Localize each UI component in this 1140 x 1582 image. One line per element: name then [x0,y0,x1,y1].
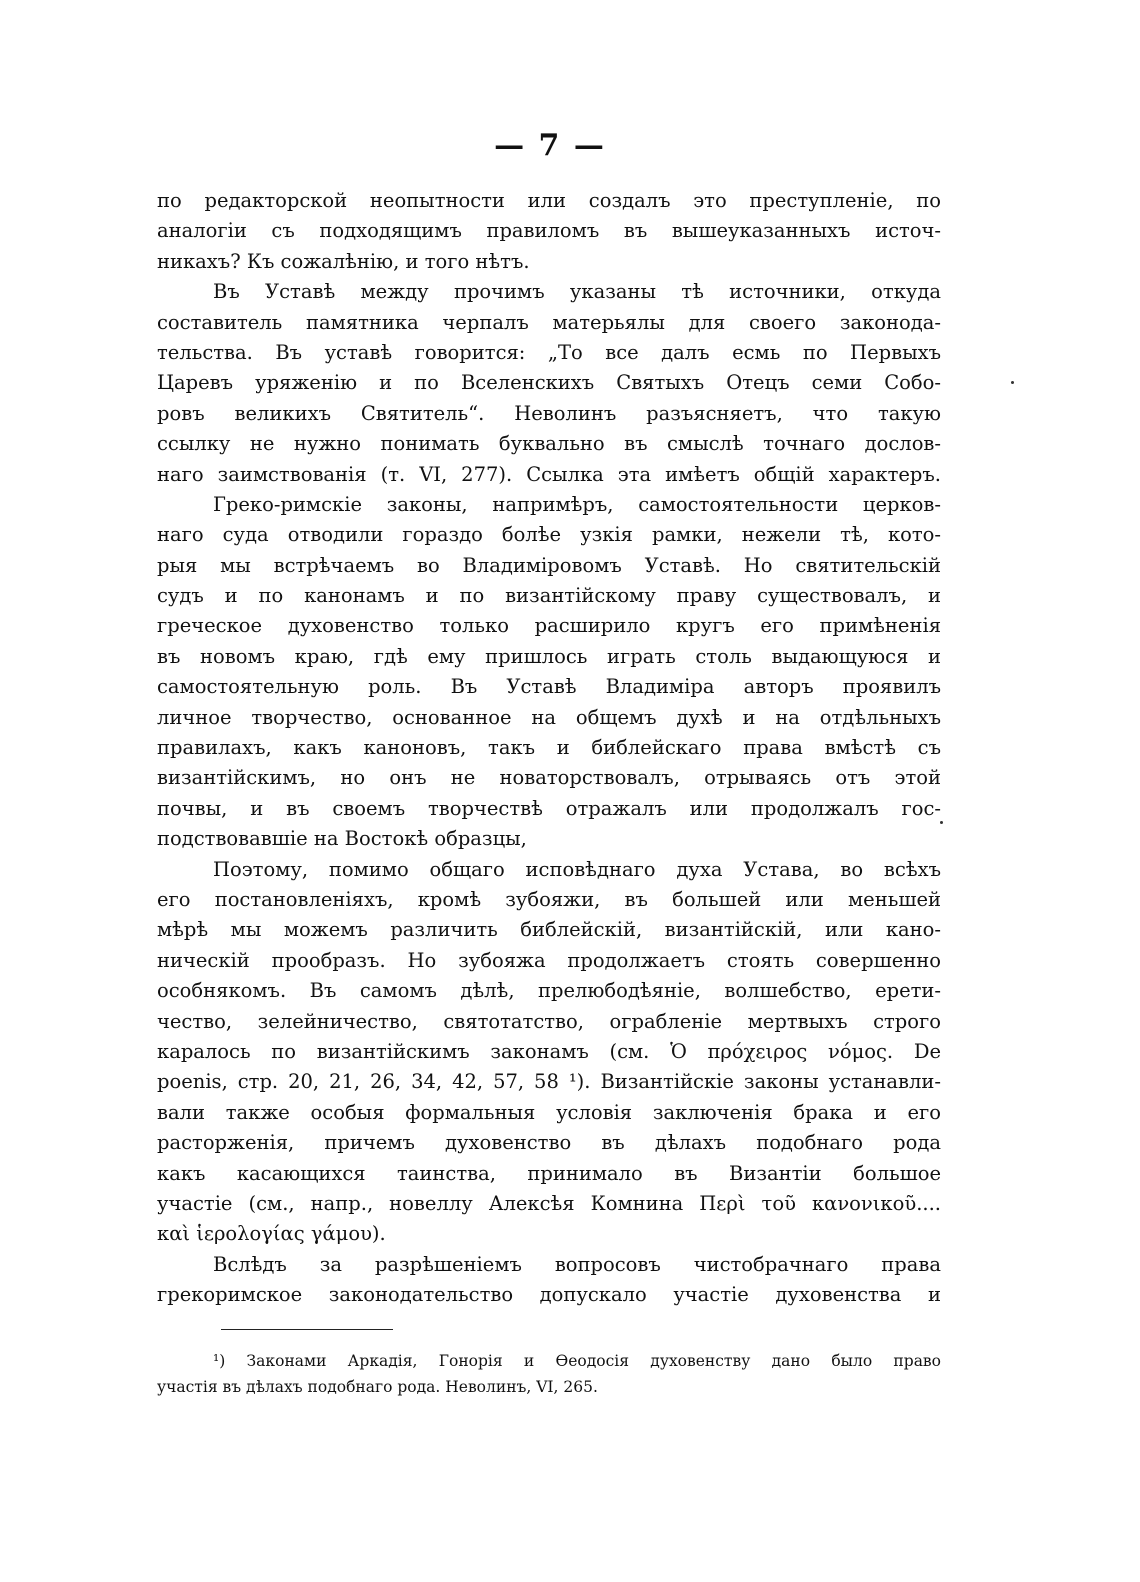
text-line: византійскимъ, но онъ не новаторствовалъ, отрываясь отъ этой [157,766,941,790]
text-line: ссылку не нужно понимать буквально въ смыслѣ точнаго дослов- [157,432,941,456]
text-line: ровъ великихъ Святитель“. Неволинъ разъясняетъ, что такую [157,401,941,425]
text-line: подствовавшіе на Востокѣ образцы, [157,827,527,851]
text-line: грекоримское законодательство допускало участіе духовенства и [157,1283,941,1307]
scan-speck [1011,381,1014,384]
text-line: вали также особыя формальныя условія заключенія брака и его [157,1100,941,1124]
paragraph [157,1250,941,1311]
footnote [157,1348,941,1400]
text-line: чество, зелейничество, святотатство, ограбленіе мертвыхъ строго [157,1009,941,1033]
text-line: составитель памятника черпалъ матерьялы для своего законода- [157,310,941,334]
paragraph [157,186,941,277]
text-line: участіе (см., напр., новеллу Алексѣя Комнина Περὶ τοῦ κανονικοῦ.... [157,1191,941,1215]
text-line: Поэтому, помимо общаго исповѣднаго духа Устава, во всѣхъ [213,857,941,881]
text-line: расторженія, причемъ духовенство въ дѣлахъ подобнаго рода [157,1131,941,1155]
text-line: Греко-римскіе законы, напримѣръ, самостоятельности церков- [213,492,941,516]
text-line: греческое духовенство только расширило кругъ его примѣненія [157,614,941,638]
body-text [157,186,941,1310]
text-line: тельства. Въ уставѣ говорится: „То все далъ есмь по Первыхъ [157,340,941,364]
page-number: — 7 — [494,128,606,163]
text-line: никахъ? Къ сожалѣнію, и того нѣтъ. [157,249,530,273]
text-line: καὶ ἱερολογίας γάμου). [157,1222,386,1246]
text-line: по редакторской неопытности или создалъ это преступленіе, по [157,189,941,212]
text-line: Вслѣдъ за разрѣшеніемъ вопросовъ чистобрачнаго права [213,1252,941,1276]
text-line: мѣрѣ мы можемъ различить библейскій, византійскій, или кано- [157,918,941,942]
text-line: Царевъ уряженію и по Вселенскихъ Святыхъ Отецъ семи Собо- [157,371,941,395]
text-line: какъ касающихся таинства, принимало въ Византіи большое [157,1161,941,1185]
paragraph [157,277,941,490]
text-line: аналогіи съ подходящимъ правиломъ въ вышеуказанныхъ источ- [157,219,941,243]
text-line: каралось по византійскимъ законамъ (см. Ὁ πρόχειρος νόμος. De [157,1039,941,1063]
text-line: наго заимствованія (т. VI, 277). Ссылка эта имѣетъ общій характеръ. [157,462,941,486]
text-line: ническій прообразъ. Но зубояжа продолжаетъ стоять совершенно [157,948,941,972]
text-line: poenis, стр. 20, 21, 26, 34, 42, 57, 58 ¹). Византійскіе законы устанавли- [157,1070,941,1094]
text-line: его постановленіяхъ, кромѣ зубояжи, въ большей или меньшей [157,887,941,911]
scan-speck [940,821,943,824]
footnote-line: ¹) Законами Аркадія, Гонорія и Ѳеодосія духовенству дано было право [213,1352,941,1370]
text-line: наго суда отводили гораздо болѣе узкія рамки, нежели тѣ, кото- [157,523,941,547]
text-line: личное творчество, основанное на общемъ духѣ и на отдѣльныхъ [157,705,941,729]
footnote-line: участія въ дѣлахъ подобнаго рода. Неволинъ, VI, 265. [157,1378,598,1396]
text-line: правилахъ, какъ каноновъ, такъ и библейскаго права вмѣстѣ съ [157,736,941,760]
text-line: Въ Уставѣ между прочимъ указаны тѣ источники, откуда [213,280,941,304]
text-line: почвы, и въ своемъ творчествѣ отражалъ или продолжалъ гос- [157,796,941,820]
text-line: самостоятельную роль. Въ Уставѣ Владиміра авторъ проявилъ [157,675,941,699]
text-line: въ новомъ краю, гдѣ ему пришлось играть столь выдающуюся и [157,644,941,668]
text-line: судъ и по канонамъ и по византійскому праву существовалъ, и [157,584,941,608]
footnote-divider [221,1329,393,1330]
paragraph [157,490,941,855]
text-line: рыя мы встрѣчаемъ во Владиміровомъ Уставѣ. Но святительскій [157,553,941,577]
text-line: особнякомъ. Въ самомъ дѣлѣ, прелюбодѣяніе, волшебство, ерети- [157,979,941,1003]
paragraph [157,855,941,1250]
